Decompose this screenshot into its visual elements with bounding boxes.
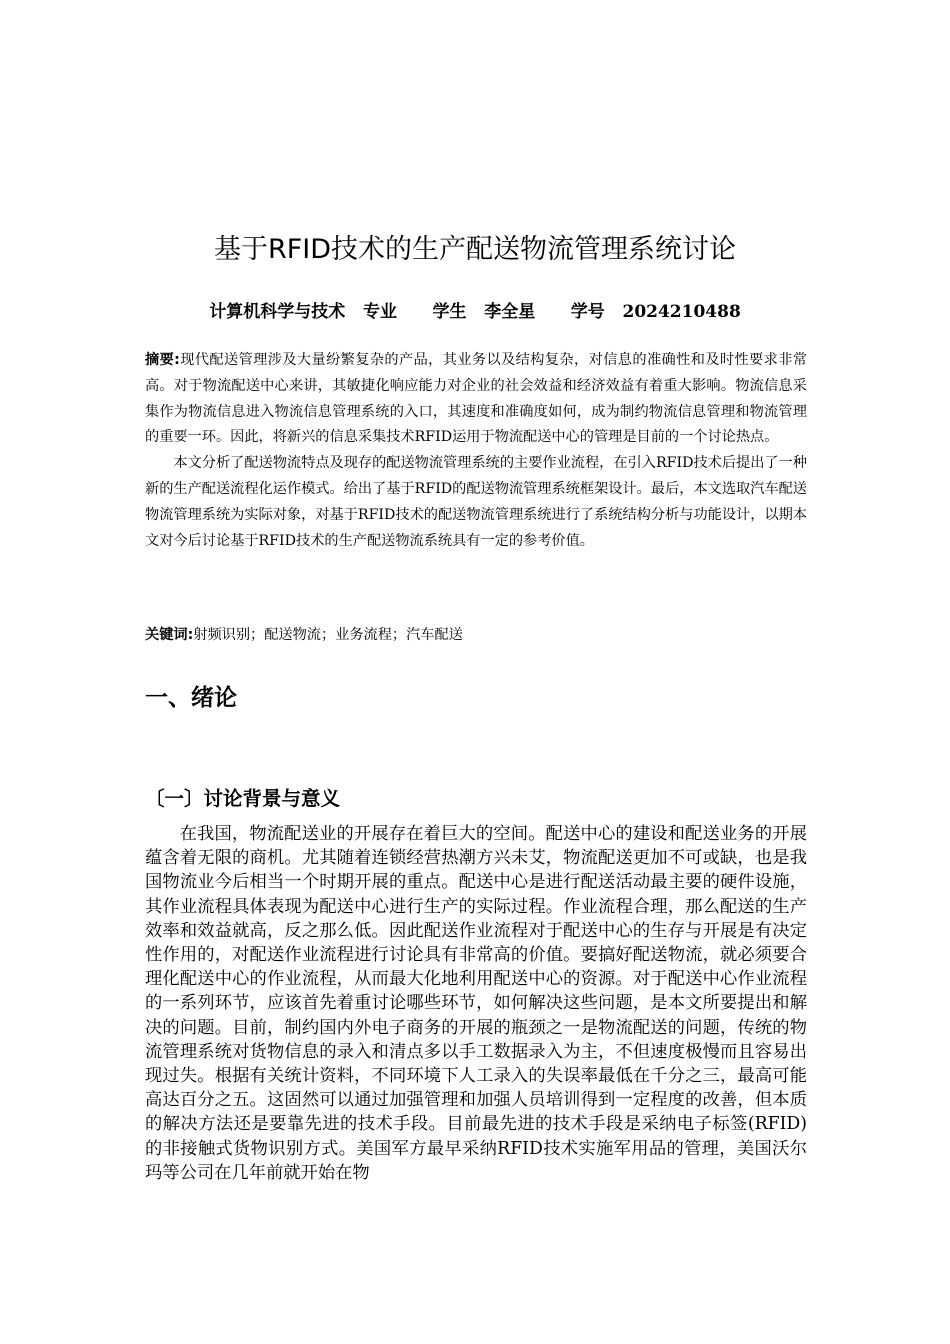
abstract-paragraph-1: [145, 348, 807, 451]
abstract-label: 摘要:: [145, 352, 180, 368]
author-byline: 计算机科学与技术 专业 学生 李全星 学号 2024210488: [209, 302, 741, 322]
abstract: [145, 348, 807, 554]
section-heading: 一、绪论: [145, 685, 237, 711]
body-text: [145, 822, 807, 1185]
subsection-heading: 〔一〕讨论背景与意义: [145, 787, 341, 810]
keywords-text: 射频识别；配送物流；业务流程；汽车配送: [193, 627, 463, 643]
keywords-label: 关键词:: [145, 627, 194, 643]
document-title: 基于RFID技术的生产配送物流管理系统讨论: [213, 234, 737, 265]
body-paragraph: 在我国，物流配送业的开展存在着巨大的空间。配送中心的建设和配送业务的开展蕴含着无限的商机。尤其随着连锁经营热潮方兴未艾，物流配送更加不可或缺，也是我国物流业今后相当一个时期开展的重点。配送中心是进行配送活动最主要的硬件设施，其作业流程具体表现为配送中心进行生产的实际过程。作业流程合理，那么配送的生产效率和效益就高，反之那么低。因此配送作业流程对于配送中心的生存与开展是有决定性作用的，对配送作业流程进行讨论具有非常高的价值。要搞好配送物流，就必须要合理化配送中心的作业流程，从而最大化地利用配送中心的资源。对于配送中心作业流程的一系列环节，应该首先着重讨论哪些环节，如何解决这些问题，是本文所要提出和解决的问题。目前，制约国内外电子商务的开展的瓶颈之一是物流配送的问题，传统的物流管理系统对货物信息的录入和清点多以手工数据录入为主，不但速度极慢而且容易出现过失。根据有关统计资料，不同环境下人工录入的失误率最低在千分之三，最高可能高达百分之五。这固然可以通过加强管理和加强人员培训得到一定程度的改善，但本质的解决方法还是要靠先进的技术手段。目前最先进的技术手段是采纳电子标签(RFID)的非接触式货物识别方式。美国军方最早采纳RFID技术实施军用品的管理，美国沃尔玛等公司在几年前就开始在物: [145, 824, 807, 1183]
abstract-text-1: 现代配送管理涉及大量纷繁复杂的产品，其业务以及结构复杂，对信息的准确性和及时性要求非常高。对于物流配送中心来讲，其敏捷化响应能力对企业的社会效益和经济效益有着重大影响。物流信息采集作为物流信息进入物流信息管理系统的入口，其速度和准确度如何，成为制约物流信息管理和物流管理的重要一环。因此，将新兴的信息采集技术RFID运用于物流配送中心的管理是目前的一个讨论热点。: [145, 352, 807, 446]
abstract-paragraph-2: 本文分析了配送物流特点及现存的配送物流管理系统的主要作业流程，在引入RFID技术后提出了一种新的生产配送流程化运作模式。给出了基于RFID的配送物流管理系统框架设计。最后，本文选取汽车配送物流管理系统为实际对象，对基于RFID技术的配送物流管理系统进行了系统结构分析与功能设计，以期本文对今后讨论基于RFID技术的生产配送物流系统具有一定的参考价值。: [145, 455, 807, 549]
keywords: [145, 623, 807, 647]
